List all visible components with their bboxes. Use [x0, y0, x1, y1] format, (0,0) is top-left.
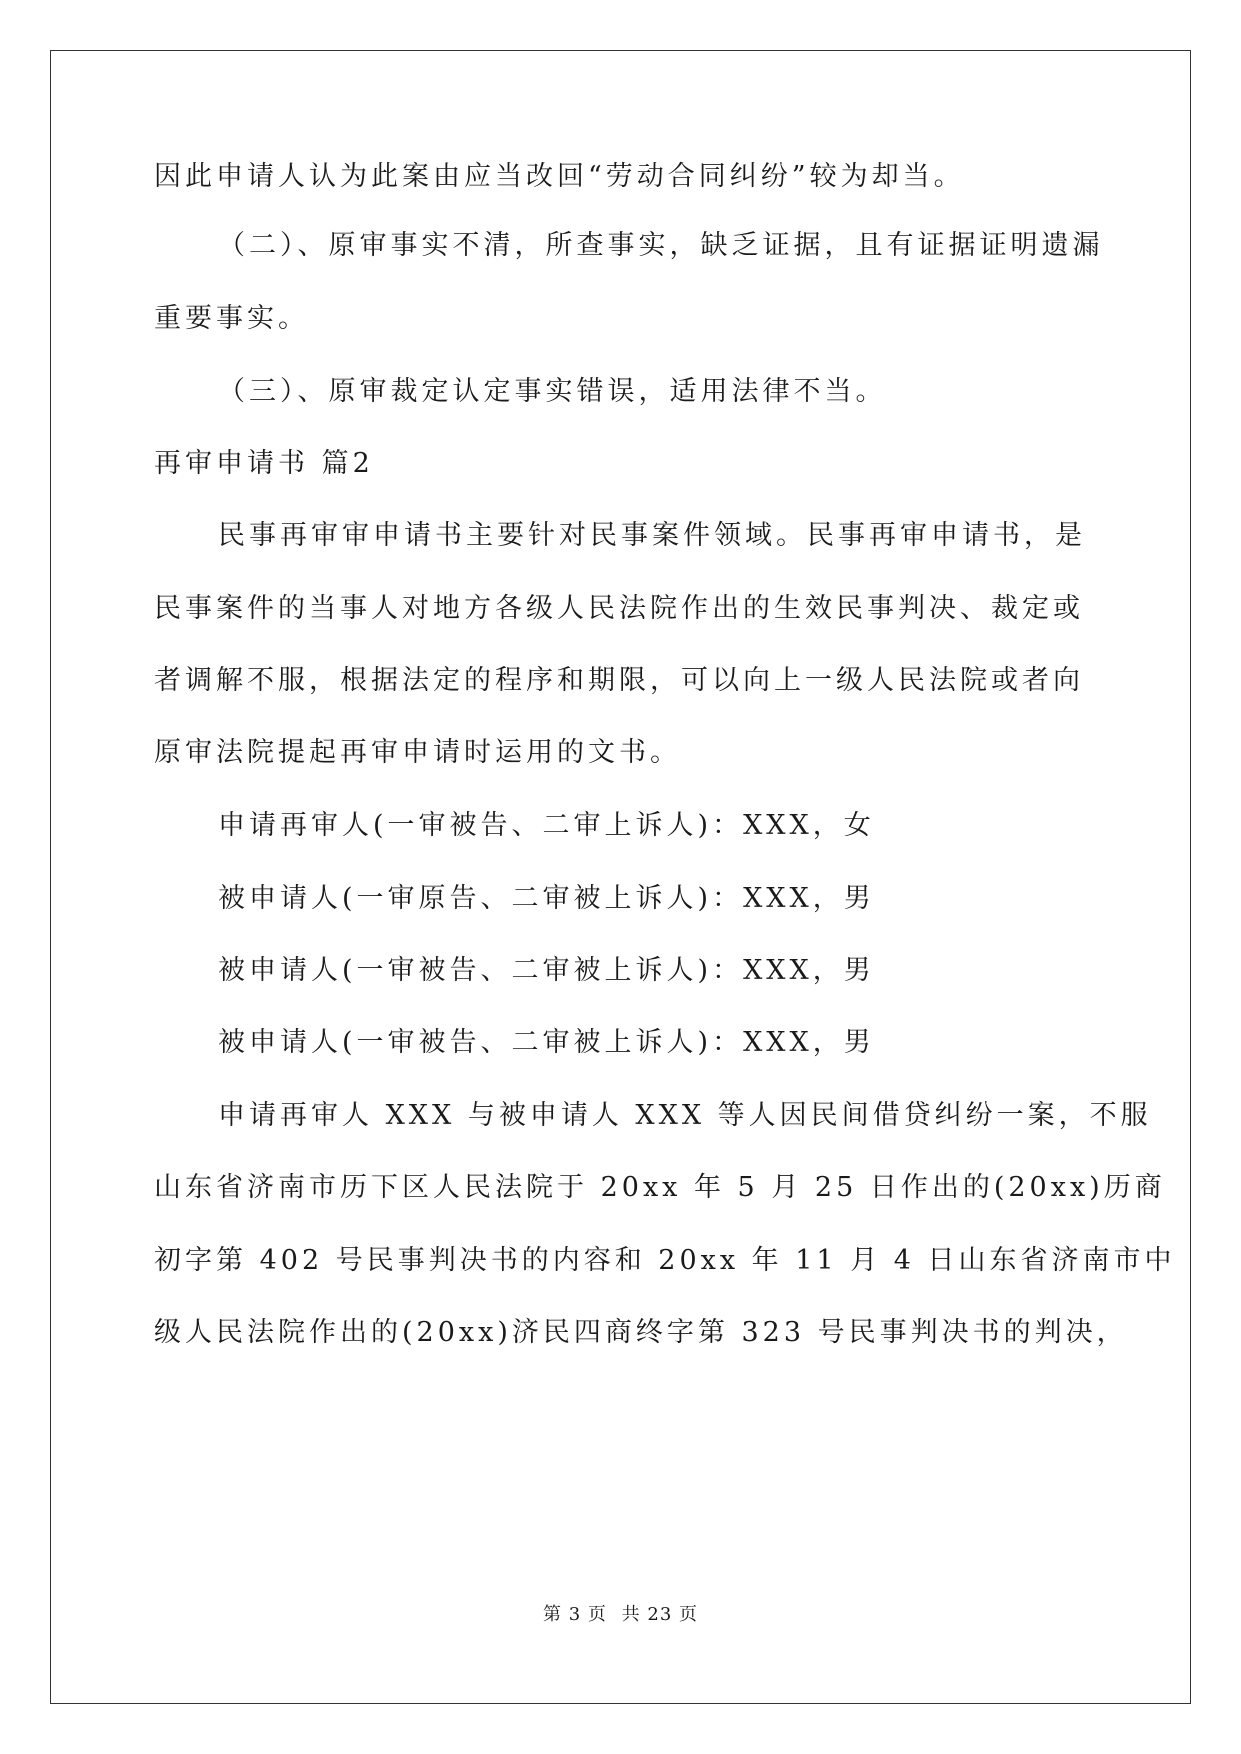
- text-line-3: 重要事实。: [154, 303, 309, 334]
- text-line-14: 申请再审人 XXX 与被申请人 XXX 等人因民间借贷纠纷一案，不服: [218, 1100, 1152, 1131]
- text-line-4: （三）、原审裁定认定事实错误，适用法律不当。: [218, 376, 887, 407]
- section-heading: 再审申请书 篇2: [154, 448, 374, 479]
- text-line-16: 初字第 402 号民事判决书的内容和 20xx 年 11 月 4 日山东省济南市中: [154, 1245, 1176, 1276]
- text-line-6: 民事再审审申请书主要针对民事案件领域。民事再审申请书，是: [218, 520, 1086, 551]
- party-respondent-2: 被申请人(一审被告、二审被上诉人)：XXX，男: [218, 955, 875, 986]
- text-line-8: 者调解不服，根据法定的程序和期限，可以向上一级人民法院或者向: [154, 665, 1084, 696]
- party-applicant: 申请再审人(一审被告、二审上诉人)：XXX，女: [218, 810, 875, 841]
- text-line-2: （二）、原审事实不清，所查事实，缺乏证据，且有证据证明遗漏: [218, 230, 1104, 261]
- text-line-9: 原审法院提起再审申请时运用的文书。: [154, 737, 681, 768]
- page-total: 共 23 页: [621, 1604, 698, 1625]
- party-respondent-1: 被申请人(一审原告、二审被上诉人)：XXX，男: [218, 883, 875, 914]
- page-number: 第 3 页: [543, 1604, 607, 1625]
- text-line-15: 山东省济南市历下区人民法院于 20xx 年 5 月 25 日作出的(20xx)历商: [154, 1172, 1166, 1203]
- text-line-17: 级人民法院作出的(20xx)济民四商终字第 323 号民事判决书的判决，: [154, 1317, 1128, 1348]
- text-line-7: 民事案件的当事人对地方各级人民法院作出的生效民事判决、裁定或: [154, 593, 1084, 624]
- party-respondent-3: 被申请人(一审被告、二审被上诉人)：XXX，男: [218, 1027, 875, 1058]
- page-footer: [0, 1600, 1241, 1626]
- text-line-1: 因此申请人认为此案由应当改回“劳动合同纠纷”较为却当。: [154, 161, 965, 192]
